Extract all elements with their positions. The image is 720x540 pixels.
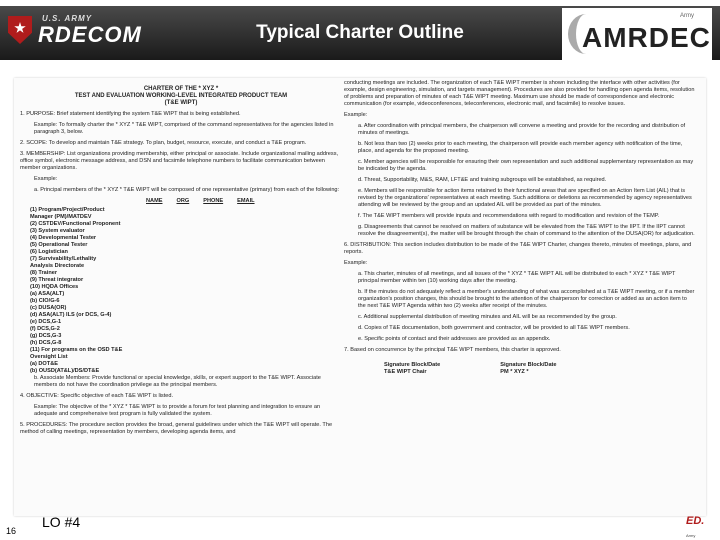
list-item: (f) DCS,G-2: [30, 326, 60, 332]
footer-tag: Army: [686, 533, 696, 538]
member-list: [20, 207, 342, 375]
list-item: (5) Operational Tester: [30, 242, 88, 248]
list-item: (9) Threat integrator: [30, 277, 84, 283]
list-item: (e) DCS,G-1: [30, 319, 62, 325]
principal-members-paragraph: a. Principal members of the * XYZ * T&E WIPT will be composed of one representative (primary) from each of the following:: [34, 187, 340, 193]
list-item: (c) DUSA(OR): [30, 305, 67, 311]
list-item: (b) CIO/G-6: [30, 298, 60, 304]
procedure-item-b: b. Not less than two (2) weeks prior to each meeting, the chairperson will provide each member agency with notification of the time, place, and agenda for the proposed meeting.: [358, 141, 683, 154]
doc-title-2: TEST AND EVALUATION WORKING-LEVEL INTEGRATED PRODUCT TEAM: [74, 93, 288, 99]
membership-paragraph: 3. MEMBERSHIP: List organizations providing membership, either principal or associate. Include organizational mailing address, office symbol, electronic message address, and DSN and facsimile telephone numbers to facilitate communication between member organizations.: [20, 151, 339, 171]
membership-example-label: Example:: [34, 176, 58, 182]
list-item: (g) DCS,G-3: [30, 333, 62, 339]
list-item: (6) Logistician: [30, 249, 68, 255]
list-item: (a) ASA(ALT): [30, 291, 65, 297]
signature-title: T&E WIPT Chair: [384, 369, 427, 375]
procedure-item-g: g. Disagreements that cannot be resolved on matters of substance will be elevated from the T&E WIPT to the IIPT. If the IIPT cannot resolve the disagreement(s), the matter will be brought through the chain of command to the attention of the DUSA(OR) for adjudication.: [358, 224, 695, 237]
list-item: (1) Program/Project/Product: [30, 207, 105, 213]
rdecom-logo: [8, 12, 158, 54]
procedure-item-e: e. Members will be responsible for action items retained to their functional areas that are specified on an Action Item List (AIL) that is revised by the organizations' representatives at each meeting. Such additions or deletions as recommended by agency representatives attending will be reviewed by the group and an updated AIL will be provided as part of the minutes.: [358, 188, 692, 208]
list-item: (8) Trainer: [30, 270, 58, 276]
purpose-paragraph: 1. PURPOSE: Brief statement identifying the system T&E WIPT that is being established.: [20, 111, 241, 117]
amrdec-logo-text: AMRDEC: [582, 22, 711, 53]
footer-mark: ED.: [686, 515, 705, 527]
document-left-column: [20, 86, 342, 440]
logo-subtext: U.S. ARMY: [42, 14, 93, 23]
list-item: (h) DCS,G-8: [30, 340, 62, 346]
purpose-example: Example: To formally charter the * XYZ * T&E WIPT, comprised of the command representatives for the agencies listed in paragraph 3, below.: [34, 122, 334, 135]
associate-members-paragraph: b. Associate Members: Provide functional or special knowledge, skills, or expert support to the T&E WIPT. Associate members do not have the coordination privilege as the principal members.: [34, 375, 321, 388]
procedure-item-a: a. After coordination with principal members, the chairperson will convene a meeting and provide for the recording and distribution of minutes of meetings.: [358, 123, 686, 136]
logo-text: RDECOM: [38, 22, 142, 47]
col-org: ORG: [176, 198, 190, 204]
procedure-item-f: f. The T&E WIPT members will provide inputs and recommendations with regard to modification and revision of the TEMP.: [358, 213, 660, 219]
procedures-continued: conducting meetings are included. The organization of each T&E WIPT member is shown including the interface with other activities (for example, design engineering, simulation, and targets management). Procedures are also provided for handling open agenda items, resolution of problems and preparation of minutes of each T&E WIPT meeting. Maximum use should be made of correspondence and electronic communication (for example, videoconferences, teleconferences, electronic mail, and facsimile) to resolve issues.: [344, 80, 695, 107]
distribution-item-a: a. This charter, minutes of all meetings, and all issues of the * XYZ * T&E WIPT AIL will be distributed to each * XYZ * T&E WIPT principal member within ten (10) working days after the meeting.: [358, 271, 676, 284]
charter-document: [14, 78, 706, 516]
procedure-item-c: c. Member agencies will be responsible for ensuring their own representation and such additional supplementary representation as may be indicated by the agenda.: [358, 159, 694, 172]
distribution-item-e: e. Specific points of contact and their addresses are provided as an appendix.: [358, 336, 551, 342]
procedures-example-label: Example:: [344, 112, 368, 118]
list-item: (4) Developmental Tester: [30, 235, 97, 241]
distribution-item-d: d. Copies of T&E documentation, both government and contractor, will be provided to all T&E WIPT members.: [358, 325, 630, 331]
learning-objective-label: LO #4: [42, 514, 81, 530]
list-item: Manager (PM)/MATDEV: [30, 214, 92, 220]
list-item: (10) HQDA Offices: [30, 284, 79, 290]
slide-title: Typical Charter Outline: [256, 22, 464, 43]
list-item: (11) For programs on the OSD T&E: [30, 347, 123, 353]
list-item: (d) ASA(ALT) ILS (or DCS, G-4): [30, 312, 112, 318]
slide-number: 16: [6, 526, 17, 536]
document-right-column: [344, 80, 696, 376]
list-item: (2) CSTDEV/Functional Proponent: [30, 221, 121, 227]
list-item: Analysis Directorate: [30, 263, 85, 269]
doc-title-1: CHARTER OF THE * XYZ *: [143, 86, 219, 92]
signature-blocks: [344, 362, 696, 376]
doc-title-3: (T&E WIPT): [164, 100, 198, 106]
approval-paragraph: 7. Based on concurrence by the principal T&E WIPT members, this charter is approved.: [344, 347, 561, 353]
list-item: (7) Survivability/Lethality: [30, 256, 97, 262]
objective-paragraph: 4. OBJECTIVE: Specific objective of each T&E WIPT is listed.: [20, 393, 174, 399]
signature-label: Signature Block/Date: [384, 362, 441, 368]
col-phone: PHONE: [203, 198, 224, 204]
distribution-item-b: b. If the minutes do not adequately reflect a member's understanding of what was accomplished at a T&E WIPT meeting, or if a member organization's position changes, this should be brought to the attention of the chairperson for correction or added as an action item to the next T&E WIPT Agenda within two (2) weeks after receipt of the minutes.: [358, 289, 695, 309]
list-item: Oversight List: [30, 354, 68, 360]
signature-block-pm: [500, 362, 556, 376]
amrdec-logo-tag: Army: [680, 13, 694, 19]
amrdec-logo: [562, 8, 712, 60]
procedures-paragraph: 5. PROCEDURES: The procedure section provides the broad, general guidelines under which the T&E WIPT will operate. The method of calling meetings, representation by members, developing agenda items, and: [20, 422, 333, 435]
slide-header: [0, 0, 720, 72]
objective-example: Example: The objective of the * XYZ * T&E WIPT is to provide a forum for test planning and integration to ensure an adequate and comprehensive test program is fully validated the system.: [34, 404, 321, 417]
scope-paragraph: 2. SCOPE: To develop and maintain T&E strategy. To plan, budget, resource, execute, and conduct a T&E program.: [20, 140, 307, 146]
army-shield-icon: [8, 16, 32, 44]
signature-block-chair: [384, 362, 440, 376]
member-columns-header: [20, 198, 342, 205]
col-email: EMAIL: [237, 198, 255, 204]
list-item: (3) System evaluator: [30, 228, 85, 234]
list-item: (a) DOT&E: [30, 361, 58, 367]
list-item: (b) OUSD(AT&L)/DS/DT&E: [30, 368, 100, 374]
distribution-paragraph: 6. DISTRIBUTION: This section includes distribution to be made of the T&E WIPT Charter, changes thereto, minutes of meetings, plans, and reports.: [344, 242, 692, 255]
signature-label: Signature Block/Date: [500, 362, 557, 368]
procedure-item-d: d. Threat, Supportability, M&S, RAM, LFT&E and training subgroups will be established, as required.: [358, 177, 607, 183]
distribution-example-label: Example:: [344, 260, 368, 266]
distribution-item-c: c. Additional supplemental distribution of meeting minutes and AIL will be as recommended by the group.: [358, 314, 617, 320]
signature-title: PM * XYZ *: [500, 369, 529, 375]
col-name: NAME: [146, 198, 163, 204]
